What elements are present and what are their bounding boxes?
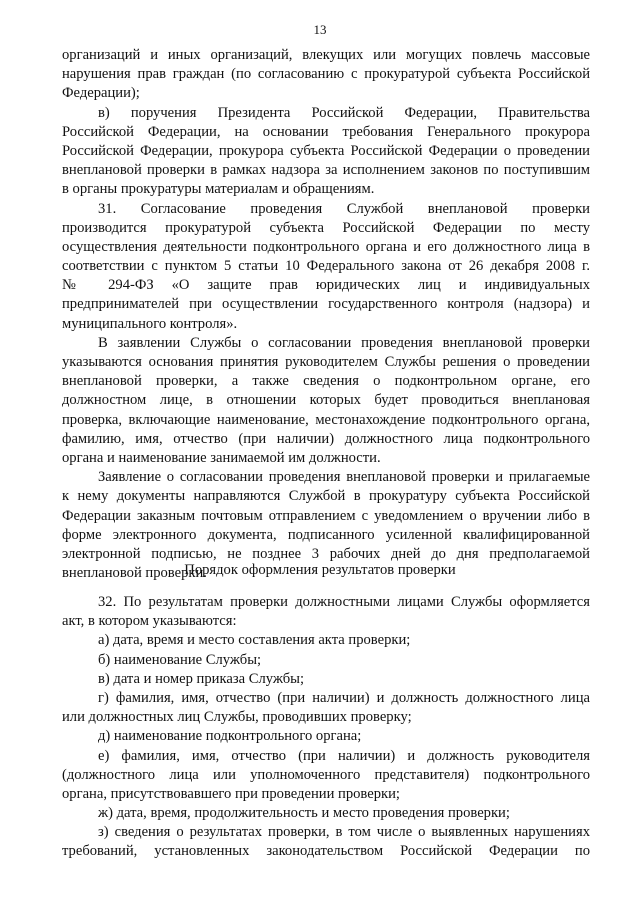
text-line: муниципального контроля». <box>62 315 238 332</box>
text-line: Федерации); <box>62 85 140 102</box>
text-line: в) дата и номер приказа Службы; <box>98 670 305 687</box>
text-line: в органы прокуратуры материалам и обращениям. <box>62 181 375 198</box>
text-line: з) сведения о результатах проверки, в том числе о выявленных нарушениях <box>98 824 590 841</box>
section-heading: Порядок оформления результатов проверки <box>184 562 456 578</box>
text-line: г) фамилия, имя, отчество (при наличии) и должность должностного лица <box>98 689 590 706</box>
text-line: 32. По результатам проверки должностными лицами Службы оформляется <box>98 594 590 610</box>
body-text-block-2 <box>62 593 590 862</box>
text-line: 31. Согласование проведения Службой внеплановой проверки <box>98 200 590 217</box>
text-line: Заявление о согласовании проведения внеплановой проверки и прилагаемые <box>98 469 590 486</box>
text-line: а) дата, время и место составления акта проверки; <box>98 632 411 649</box>
text-line: или должностных лиц Службы, проводивших проверку; <box>62 709 412 726</box>
text-line: фамилию, имя, отчество (при наличии) должностного лица подконтрольного <box>62 430 590 447</box>
text-line: форме электронного документа, подписанного усиленной квалифицированной <box>62 526 590 543</box>
text-line: В заявлении Службы о согласовании проведения внеплановой проверки <box>98 334 590 351</box>
text-line: е) фамилия, имя, отчество (при наличии) и должность руководителя <box>98 747 590 764</box>
text-line: проверка, включающие наименование, местонахождение подконтрольного органа, <box>62 411 590 428</box>
text-line: Российской Федерации, на основании требования Генерального прокурора <box>62 123 590 140</box>
text-line: органа и наименование занимаемой им должности. <box>62 449 381 466</box>
text-line: производится прокуратурой субъекта Российской Федерации по месту <box>62 219 590 236</box>
text-line: внеплановой проверки в рамках надзора за исполнением законов по поступившим <box>62 162 590 179</box>
body-text-block-1 <box>62 46 590 583</box>
text-line: должностном лице, в отношении которых будет проводиться внеплановая <box>62 392 590 409</box>
text-line: организаций и иных организаций, влекущих или могущих повлечь массовые <box>62 47 590 63</box>
text-line: б) наименование Службы; <box>98 651 262 668</box>
text-line: № 294-ФЗ «О защите прав юридических лиц и индивидуальных <box>62 277 590 294</box>
text-line: требований, установленных законодательством Российской Федерации по <box>62 843 590 860</box>
text-line: к нему документы направляются Службой в прокуратуру субъекта Российской <box>62 488 590 505</box>
text-line: нарушения прав граждан (по согласованию с прокуратурой субъекта Российской <box>62 66 590 83</box>
text-line: указываются основания принятия руководителем Службы решения о проведении <box>62 354 590 370</box>
text-line: Российской Федерации, прокурора субъекта Российской Федерации о проведении <box>62 142 590 159</box>
text-line: Федерации заказным почтовым отправлением с уведомлением о вручении либо в <box>62 507 590 524</box>
text-line: органа, присутствовавшего при проведении проверки; <box>62 785 400 802</box>
text-line: внеплановой проверки. <box>62 565 207 582</box>
text-line: соответствии с пунктом 5 статьи 10 Федерального закона от 26 декабря 2008 г. <box>62 258 590 275</box>
text-line: осуществления деятельности подконтрольного органа и его должностного лица в <box>62 238 590 255</box>
text-line: электронной подписью, не позднее 3 рабочих дней до дня предполагаемой <box>62 545 590 562</box>
text-line: ж) дата, время, продолжительность и место проведения проверки; <box>98 805 510 822</box>
text-line: внеплановой проверки, а также сведения о подконтрольном органе, его <box>62 373 590 390</box>
text-line: в) поручения Президента Российской Федерации, Правительства <box>98 104 590 121</box>
text-line: д) наименование подконтрольного органа; <box>98 728 362 745</box>
page-number: 13 <box>313 22 327 37</box>
text-line: предпринимателей при осуществлении государственного контроля (надзора) и <box>62 296 590 313</box>
text-line: акт, в котором указываются: <box>62 613 237 630</box>
text-line: (должностного лица или уполномоченного представителя) подконтрольного <box>62 766 590 783</box>
